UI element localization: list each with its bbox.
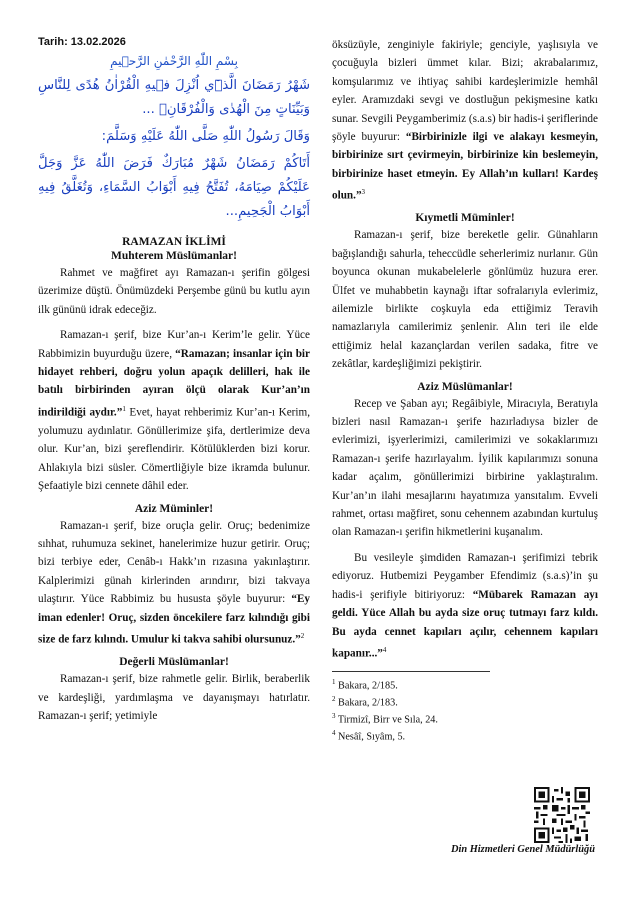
basmala-calligraphy: بِسْمِ اللّٰهِ الرَّحْمٰنِ الرَّح۪يمِ [110, 54, 238, 68]
paragraph-1: Rahmet ve mağfiret ayı Ramazan-ı şerifin gölgesi üzerimize düştü. Önümüzdeki Perşembe günü bu kutlu ayın ilk gününü idrak edeceğiz. [38, 267, 310, 316]
footnote-divider [332, 671, 490, 672]
hadith-quote-1: “Birbirinizle ilgi ve alakayı kesmeyin, birbirinize sırt çevirmeyin, birbirinize kin beslemeyin, birbirinize haset etmeyin. Ey Allah’ın kulları! Kardeş olun.” [332, 131, 598, 202]
greeting-4: Kıymetli Müminler! [415, 212, 515, 225]
greeting-5: Aziz Müslümanlar! [417, 380, 513, 393]
paragraph-3: Ramazan-ı şerif, bize oruçla gelir. Oruç; bedenimize sıhhat, ruhumuza sekinet, hanelerimize huzur getirir. Oruç; bizi terbiye eder, Cenâb-ı Hakk’ın rızasına yakınlaştırır. Kalplerimizi günah kirlerinden arındırır, bizi takvaya ulaştırır. Yüce Rabbimiz bu hususta şöyle buyurur: “Ey iman edenler! Oruç, sizden öncekilere farz kılındığı gibi size de farz kılındı. Umulur ki takva sahibi olursunuz.”$^2$ [38, 519, 310, 646]
paragraph-5: Ramazan-ı şerif, bize bereketle gelir. Günahların bağışlandığı sahurla, teheccüdle seherlerimiz nurlanır. Gün boyunca okunan mukabelelerle gönlümüz huzura erer. Ülfet ve muhabbetin kaynağı iftar sofralarıyla evlerimiz, ailemizle birlikte coşkuyla eda ettiğimiz Teravih namazlarıyla camilerimiz şenlenir. Alın teri ile elde ettiğimiz helal kazançlardan verilen sadaka, fitre ve zekâtlar, kardeşliğimizi pekiştirir. [332, 229, 598, 371]
footnote: $^3$ Tirmizî, Birr ve Sıla, 24. [332, 712, 438, 726]
arabic-verse: شَهْرُ رَمَضَانَ الَّذ۪ٓي اُنْزِلَ ف۪يهِ الْقُرْاٰنُ هُدًى لِلنَّاسِ وَبَيِّنَاتٍ مِنَ الْهُدٰى وَالْفُرْقَانِۚ ... [38, 78, 310, 117]
footnote-ref-3: 3 [361, 188, 366, 197]
greeting-3: Değerli Müslümanlar! [119, 656, 229, 669]
paragraph-6: Recep ve Şaban ayı; Regâibiyle, Miracıyla, Beratıyla bizleri nasıl Ramazan-ı şerife hazırladıysa bizler de evlerimizi, işyerlerimizi, camilerimizi ve sokaklarımızı Ramazan-ı şerife hazırlayalım. İyilik kapılarımızı sonuna kadar açalım, gönüllerimizi birbirine yaklaştıralım. Kur’an’ın ilahi mesajlarını hayatımıza yansıtalım. Evveli rahmet, ortası mağfiret, sonu cehennem azabından kurtuluş olan Ramazan-ı şerifin hikmetlerini kuşanalım. [332, 397, 598, 539]
footnote-ref-1: 1 [122, 404, 126, 413]
paragraph-4-cont: öksüzüyle, zenginiyle fakiriyle; genciyle, yaşlısıyla ve çocuğuyla bizleri ümmet kılar. Bizi; akrabalarımız, komşularımız ve ihtiyaç sahibi kardeşlerimizle hemhâl eyler. Aramızdaki sevgi ve dostluğun pekişmesine katkı sunar. Sevgili Peygamberimiz (s.a.s) bir hadis-i şeriflerinde şöyle buyurur: “Birbirinizle ilgi ve alakayı kesmeyin, birbirinize sırt çevirmeyin, birbirinize kin beslemeyin, birbirinize haset etmeyin. Ey Allah’ın kulları! Kardeş olun.”$^3$ [332, 39, 598, 202]
footnote-ref-4: 4 [382, 645, 387, 654]
quran-quote-1: “Ramazan; insanlar için bir hidayet rehberi, doğru yolun apaçık delilleri, hak ile batılı birbirinden ayıran ölçü olarak Kur’an’ın indirildiği aydır.” [38, 347, 310, 419]
footnote: $^4$ Nesâî, Sıyâm, 5. [332, 729, 406, 743]
footnotes [332, 676, 598, 744]
right-column [332, 36, 598, 744]
footnote: $^1$ Bakara, 2/185. [332, 678, 398, 692]
arabic-hadith: أَتَاكُمْ رَمَضَانُ شَهْرٌ مُبَارَكٌ فَرَضَ اللّٰهُ عَزَّ وَجَلَّ عَلَيْكُمْ صِيَامَهُ، تُفَتَّحُ فِيهِ أَبْوَابُ السَّمَاءِ، وَتُغَلَّقُ فِيهِ أَبْوَابُ الْجَحِيمِ... [38, 156, 310, 219]
quran-quote-2: “Ey iman edenler! Oruç, sizden öncekilere farz kılındığı gibi size de farz kılındı. Umulur ki takva sahibi olursunuz.” [38, 593, 310, 646]
paragraph-7: Bu vesileyle şimdiden Ramazan-ı şerifimizi tebrik ediyoruz. Hutbemizi Peygamber Efendimiz (s.a.s)’in şu hadis-i şerifiyle bitiriyoruz: “Mübarek Ramazan ayı geldi. Yüce Allah bu ayda size oruç tutmayı farz kıldı. Bu ayda cennet kapıları açılır, cehennem kapıları kapanır...”$^4$ [332, 551, 598, 660]
footnote: $^2$ Bakara, 2/183. [332, 695, 398, 709]
greeting-1: Muhterem Müslümanlar! [111, 250, 237, 262]
sermon-title: RAMAZAN İKLİMİ [122, 236, 226, 248]
paragraph-4-start: Ramazan-ı şerif, bize rahmetle gelir. Birlik, beraberlik ve kardeşliği, yardımlaşma ve dayanışmayı hatırlatır. Ramazan-ı şerif; yetimiyle [38, 673, 310, 722]
arabic-hadith-intro: وَقَالَ رَسُولُ اللّٰهِ صَلَّى اللّٰهُ عَلَيْهِ وَسَلَّمَ: [101, 129, 310, 144]
greeting-2: Aziz Müminler! [134, 502, 214, 515]
signature: Din Hizmetleri Genel Müdürlüğü [450, 844, 595, 855]
footnote-ref-2: 2 [300, 632, 305, 641]
left-column [38, 36, 310, 725]
paragraph-2: Ramazan-ı şerif, bize Kur’an-ı Kerim’le gelir. Yüce Rabbimizin buyurduğu üzere, “Ramazan; insanlar için bir hidayet rehberi, doğru yolun apaçık delilleri, hak ile batılı birbirinden ayıran ölçü olarak Kur’an’ın indirildiği aydır.”$^1$ Evet, hayat rehberimiz Kur’an-ı Kerim, yolumuzu aydınlatır. Gönüllerimize şifa, dertlerimize deva olur. Kur’an, bizi şereflendirir. Kötülüklerden bizi korur. Ahlakıyla bizi süsler. Cömertliğiyle bize ikramda bulunur. Şefaatiyle bizi cennete dâhil eder. [38, 329, 310, 493]
hadith-quote-2: “Mübarek Ramazan ayı geldi. Yüce Allah bu ayda size oruç tutmayı farz kıldı. Bu ayda cennet kapıları açılır, cehennem kapıları kapanır...” [332, 588, 598, 660]
qr-code-icon [534, 787, 590, 843]
date-line: Tarih: 13.02.2026 [38, 36, 126, 48]
